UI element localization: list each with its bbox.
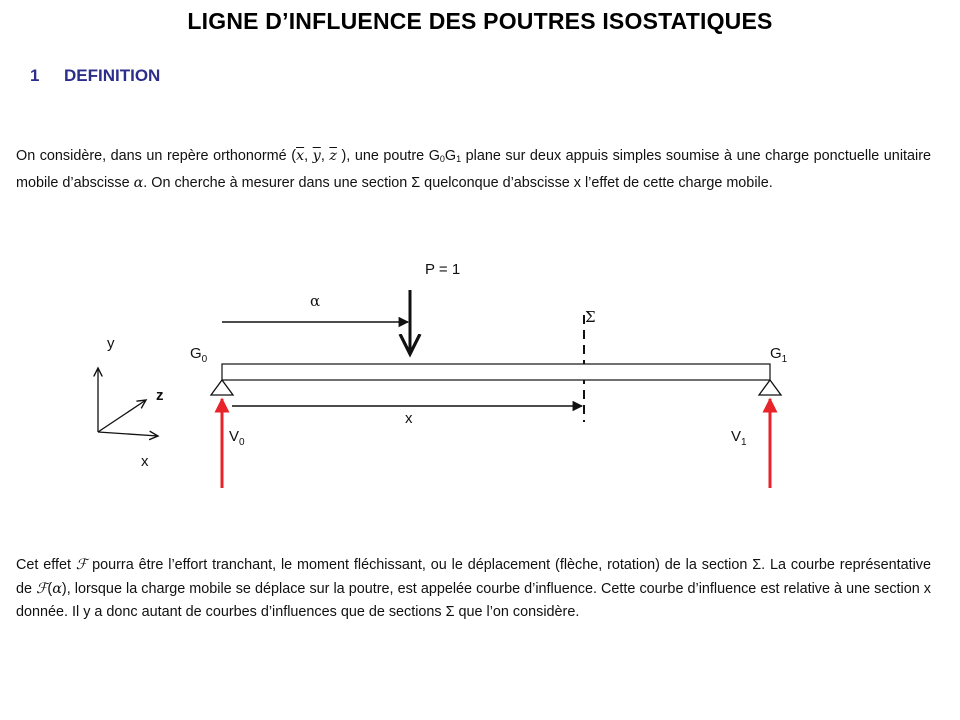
vector-z: $\overline{z}$ [329, 148, 337, 164]
p1-text-1: On considère, dans un repère orthonormé ( [16, 148, 296, 164]
p1-sub-1: 1 [456, 154, 462, 164]
beam [222, 364, 770, 380]
p2-text-5: ), lorsque la charge mobile se déplace sur la poutre, est appelée courbe d’influence. Cette courbe d’influence est relative à une section x donnée. Il y a donc autant de courbes d’influences que de sections [16, 580, 931, 620]
alpha-symbol: α [133, 174, 144, 191]
load-label: P = 1 [425, 261, 461, 278]
p1-comma-1: , [304, 148, 313, 164]
right-reaction-label: $V_1$ [731, 428, 747, 448]
axis-z-label: z [156, 387, 164, 404]
section-sigma-label: Σ [585, 308, 596, 326]
page-title: LIGNE D’INFLUENCE DES POUTRES ISOSTATIQUES [187, 8, 773, 34]
p1-text-4: plane sur deux appuis simples soumise à une charge ponctuelle unitaire mobile d’abscisse [16, 148, 932, 191]
axis-x-label: x [141, 453, 149, 470]
right-support-triangle [759, 380, 781, 395]
sigma-symbol: Σ [445, 604, 455, 620]
p1-text-2: ), une poutre G [336, 148, 440, 164]
sigma-symbol: Σ [411, 174, 421, 191]
left-support-label: $G_0$ [190, 345, 208, 365]
section-title: DEFINITION [64, 66, 161, 85]
alpha-symbol: α [52, 580, 62, 597]
p2-text-1: Cet effet [16, 557, 76, 573]
p2-text-4: ( [47, 580, 53, 597]
p1-sub-0: 0 [439, 154, 445, 164]
definition-paragraph [16, 554, 931, 625]
p1-text-5: . On cherche à mesurer dans une section [143, 174, 412, 191]
p1-text-3: G [444, 148, 457, 164]
left-reaction-label: $V_0$ [229, 428, 245, 448]
vector-y: $\overline{y}$ [312, 148, 321, 164]
right-support-label: $G_1$ [770, 345, 788, 365]
axis-y-label: y [107, 335, 115, 352]
vector-x: $\overline{x}$ [296, 148, 305, 164]
p1-text-6: quelconque d’abscisse x l’effet de cette charge mobile. [420, 174, 773, 191]
script-f-symbol: ℱ [36, 580, 48, 597]
alpha-label: α [310, 292, 321, 310]
axis-z-arrow [98, 400, 146, 432]
p2-text-2: pourra être l’effort tranchant, le moment fléchissant, ou le déplacement (flèche, rotation) de la section [87, 557, 753, 573]
x-abscissa-label: x [405, 410, 413, 427]
sigma-symbol: Σ [752, 557, 762, 573]
p2-text-3: . La courbe représentative de [16, 557, 931, 597]
script-f-symbol: ℱ [75, 557, 88, 573]
axis-x-arrow [98, 432, 158, 436]
left-support-triangle [211, 380, 233, 395]
section-number: 1 [30, 66, 40, 85]
p1-comma-2: , [320, 148, 330, 164]
p2-text-6: que l’on considère. [454, 604, 580, 620]
